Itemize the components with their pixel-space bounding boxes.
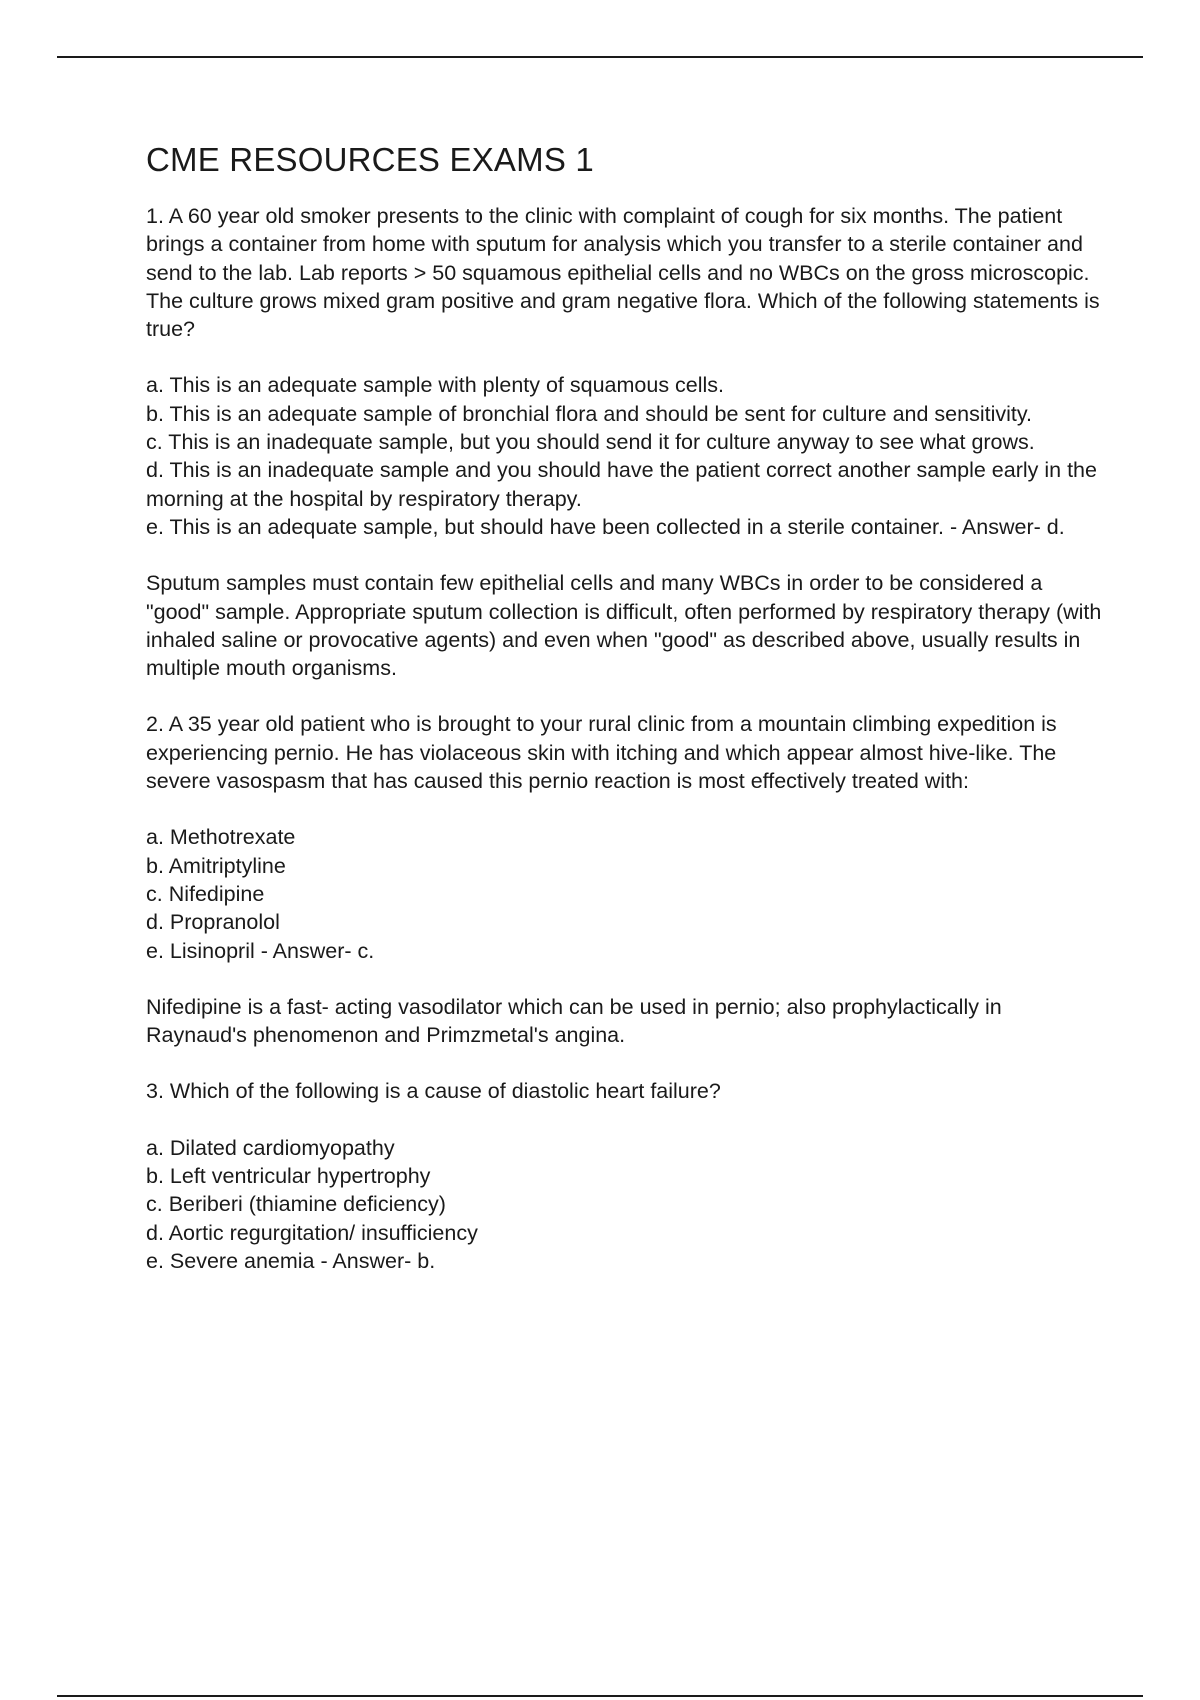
question-2-option-e: e. Lisinopril - Answer- c. (146, 938, 375, 963)
top-divider (57, 56, 1143, 58)
question-2-option-b: b. Amitriptyline (146, 853, 286, 878)
question-3-option-b: b. Left ventricular hypertrophy (146, 1164, 431, 1189)
document-body (146, 140, 1106, 1303)
question-2-option-a: a. Methotrexate (146, 825, 296, 850)
question-1-explanation: Sputum samples must contain few epithelial cells and many WBCs in order to be considered a "good" sample. Appropriate sputum collection is difficult, often performed by respiratory therapy (with inhaled saline or provocative agents) and even when "good" as described above, usually results in multiple mouth organisms. (146, 571, 1102, 681)
bottom-divider (57, 1695, 1143, 1697)
question-3-option-a: a. Dilated cardiomyopathy (146, 1135, 395, 1160)
question-2-option-d: d. Propranolol (146, 910, 280, 935)
question-1-stem: 1. A 60 year old smoker presents to the clinic with complaint of cough for six months. The patient brings a container from home with sputum for analysis which you transfer to a sterile container and send to the lab. Lab reports > 50 squamous epithelial cells and no WBCs on the gross microscopic. The culture grows mixed gram positive and gram negative flora. Which of the following statements is true? (146, 204, 1100, 342)
question-3-option-d: d. Aortic regurgitation/ insufficiency (146, 1220, 478, 1245)
question-1-option-e: e. This is an adequate sample, but should have been collected in a sterile container. - Answer- d. (146, 514, 1065, 539)
question-3-stem: 3. Which of the following is a cause of diastolic heart failure? (146, 1079, 721, 1104)
question-2-explanation: Nifedipine is a fast- acting vasodilator which can be used in pernio; also prophylactically in Raynaud's phenomenon and Primzmetal's angina. (146, 994, 1002, 1048)
question-3-option-c: c. Beriberi (thiamine deficiency) (146, 1192, 446, 1217)
document-title: CME RESOURCES EXAMS 1 (146, 141, 594, 178)
question-2-options (146, 823, 1106, 964)
question-3-option-e: e. Severe anemia - Answer- b. (146, 1248, 436, 1273)
question-2-stem: 2. A 35 year old patient who is brought to your rural clinic from a mountain climbing expedition is experiencing pernio. He has violaceous skin with itching and which appear almost hive-like. The severe vasospasm that has caused this pernio reaction is most effectively treated with: (146, 712, 1057, 794)
question-1-option-c: c. This is an inadequate sample, but you should send it for culture anyway to see what grows. (146, 430, 1035, 455)
question-1-option-d: d. This is an inadequate sample and you should have the patient correct another sample early in the morning at the hospital by respiratory therapy. (146, 458, 1097, 511)
question-1-option-b: b. This is an adequate sample of bronchial flora and should be sent for culture and sensitivity. (146, 401, 1033, 426)
question-1-option-a: a. This is an adequate sample with plenty of squamous cells. (146, 373, 725, 398)
question-3-options (146, 1134, 1106, 1275)
question-1-options (146, 371, 1106, 541)
question-2-option-c: c. Nifedipine (146, 881, 265, 906)
